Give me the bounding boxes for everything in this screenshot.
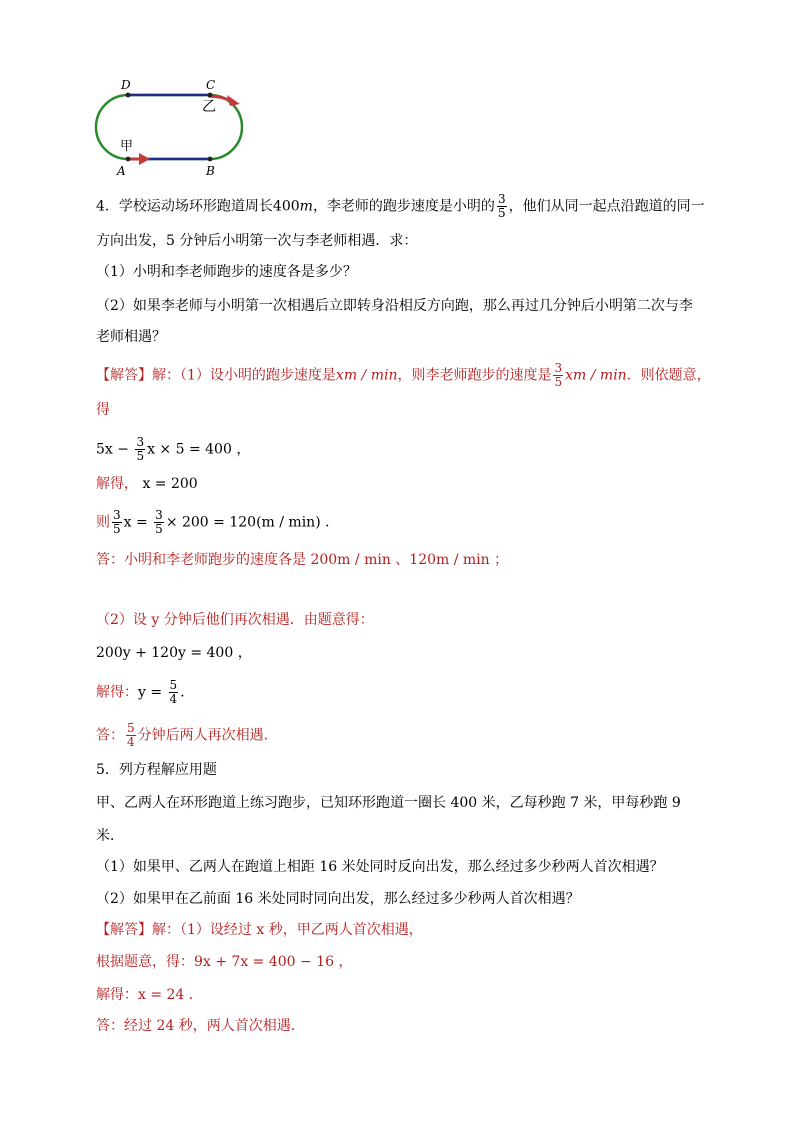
label-jia: 甲 — [120, 139, 134, 154]
label-yi: 乙 — [202, 99, 216, 115]
label-B: B — [206, 164, 215, 178]
sol4-answer1: 答：小明和李老师跑步的速度各是 200m / min 、120m / min ； — [96, 552, 509, 568]
q4-stem-line2: 方向出发，5 分钟后小明第一次与李老师相遇．求： — [96, 233, 418, 249]
sol4-solve2: 解得：y = $\frac{5}{4}$ ． — [96, 678, 195, 706]
track-loop — [96, 95, 242, 159]
sol4-then: 则 $\frac{3}{5}$ x = $\frac{3}{5}$ × 200 = 120(m / min) ． — [96, 508, 340, 536]
label-C: C — [206, 78, 216, 92]
fraction-3-5: $\frac{3}{5}$ — [497, 192, 506, 220]
q4-sub1: （1）小明和李老师跑步的速度各是多少？ — [96, 264, 357, 280]
track-figure — [90, 76, 260, 180]
q4-stem-line1: 4．学校运动场环形跑道周长400m，李老师的跑步速度是小明的 $\frac{3}{5}$ ，他们从同一起点沿跑道的同一 — [96, 192, 705, 220]
q5-sub1: （1）如果甲、乙两人在跑道上相距 16 米处同时反向出发，那么经过多少秒两人首次相遇？ — [96, 859, 664, 875]
sol4-de: 得 — [96, 402, 110, 418]
arrow-yi-head — [227, 95, 240, 106]
q5-stem1: 甲、乙两人在环形跑道上练习跑步，已知环形跑道一圈长 400 米，乙每秒跑 7 米，甲每秒跑 9 — [96, 795, 681, 811]
answer-tag: 【解答】 — [96, 367, 152, 384]
sol5-line3: 解得：x = 24 ． — [96, 987, 203, 1003]
q4-sub2-line1: （2）如果李老师与小明第一次相遇后立即转身沿相反方向跑，那么再过几分钟后小明第二次与李 — [96, 298, 693, 314]
arrow-jia-head — [139, 153, 150, 165]
sol5-line4: 答：经过 24 秒，两人首次相遇． — [96, 1018, 305, 1034]
sol4-eq2: 200y + 120y = 400 ， — [96, 645, 252, 661]
sol4-solve: 解得， x = 200 — [96, 476, 198, 492]
sol4-eq1: 5x − $\frac{3}{5}$ x × 5 = 400 ， — [96, 435, 251, 463]
sol5-line2: 根据题意，得：9x + 7x = 400 − 16 ， — [96, 954, 353, 970]
q5-sub2: （2）如果甲在乙前面 16 米处同时同向出发，那么经过多少秒两人首次相遇？ — [96, 891, 580, 907]
q5-title: 5．列方程解应用题 — [96, 762, 217, 778]
sol4-part2: （2）设 y 分钟后他们再次相遇．由题意得： — [96, 612, 374, 628]
sol4-line1: 【解答】解：（1）设小明的跑步速度是xm / min，则李老师跑步的速度是 $\frac{3}{5}$ xm / min．则依题意， — [96, 361, 711, 389]
q4-sub2-line2: 老师相遇？ — [96, 329, 166, 345]
sol5-line1: 【解答】解：（1）设经过 x 秒，甲乙两人首次相遇， — [96, 922, 423, 938]
label-D: D — [121, 78, 131, 92]
q5-stem2: 米． — [96, 828, 124, 844]
label-A: A — [117, 164, 126, 178]
sol4-answer2: 答： $\frac{5}{4}$ 分钟后两人再次相遇． — [96, 721, 278, 749]
